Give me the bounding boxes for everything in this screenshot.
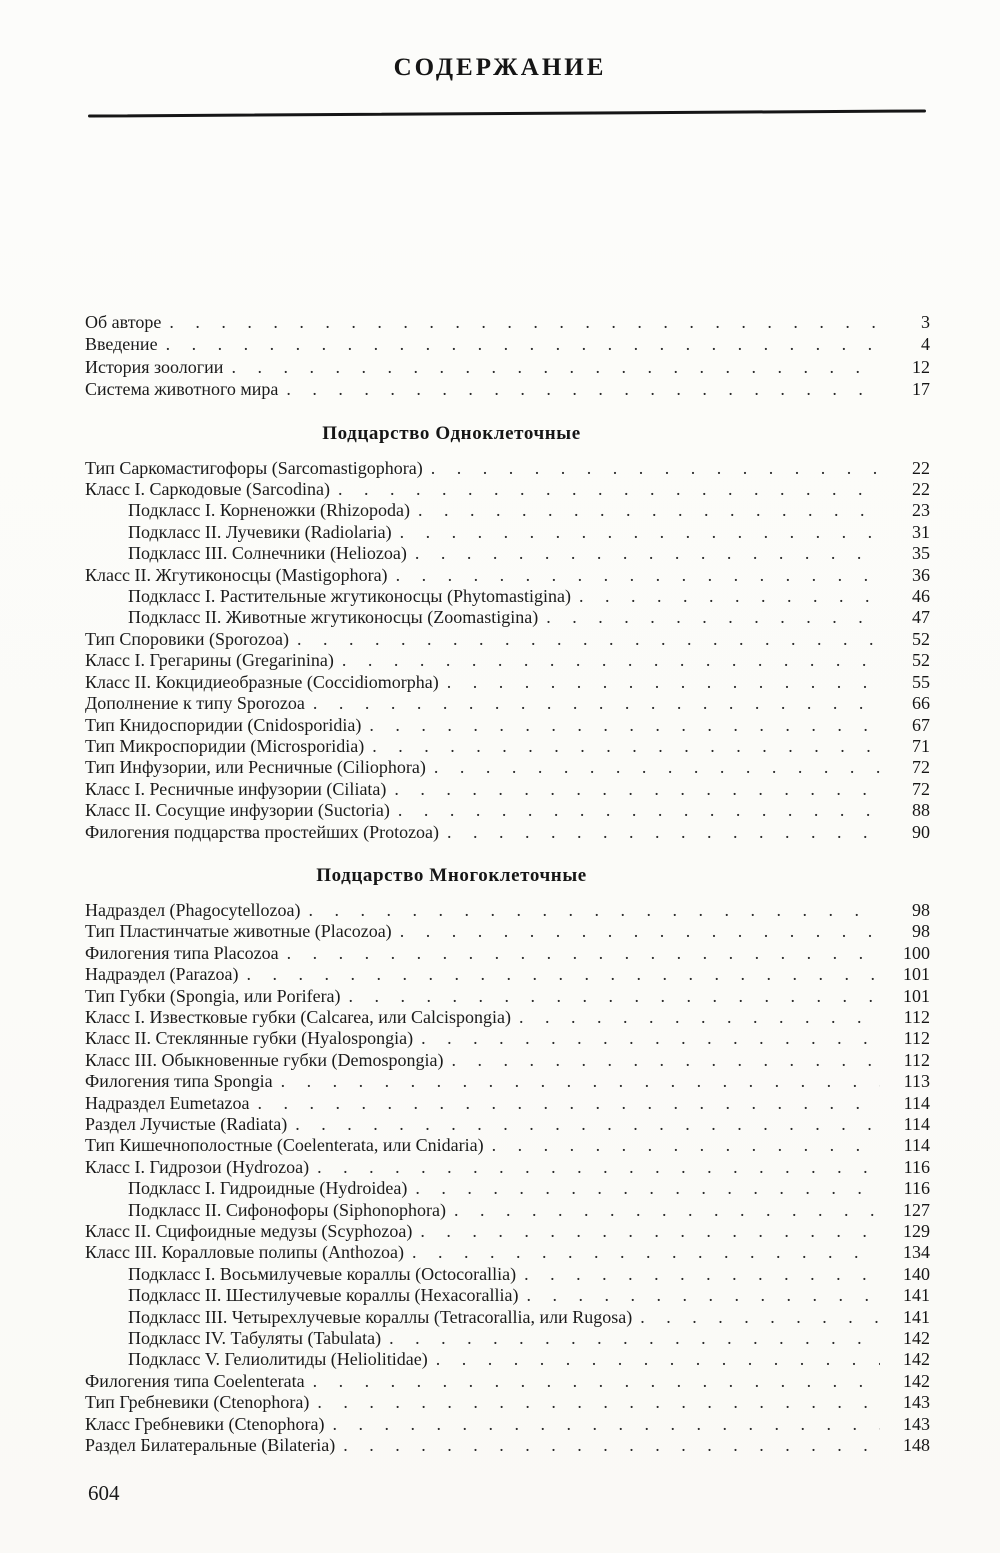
entry-label: Подкласс II. Сифонофоры (Siphonophora)	[128, 1199, 446, 1220]
dot-leader	[313, 1371, 880, 1392]
dot-leader	[369, 715, 880, 736]
dot-leader	[412, 1242, 880, 1263]
entry-label: Дополнение к типу Sporozoa	[85, 693, 305, 714]
toc-entry	[85, 500, 930, 521]
dot-leader	[295, 1114, 880, 1135]
dot-leader	[436, 1349, 880, 1370]
entry-page-number: 100	[903, 942, 930, 963]
toc-entry	[85, 543, 930, 564]
dot-leader	[258, 1093, 880, 1114]
toc-entry	[85, 986, 930, 1007]
toc-entry	[85, 921, 930, 942]
entry-page-number: 112	[903, 1006, 930, 1027]
toc-entry	[85, 586, 930, 607]
entry-page-number: 90	[912, 821, 930, 842]
entry-page-number: 134	[903, 1242, 930, 1263]
entry-page-number: 35	[912, 543, 930, 564]
entry-label: Тип Кишечнополостные (Coelenterata, или Cnidaria)	[85, 1135, 484, 1156]
entry-page-number: 142	[903, 1328, 930, 1349]
title-divider-rule	[88, 109, 926, 117]
entry-page-number: 143	[903, 1413, 930, 1434]
entry-page-number: 98	[912, 921, 930, 942]
toc-entry	[85, 650, 930, 671]
entry-page-number: 141	[903, 1306, 930, 1327]
entry-label: Подкласс IV. Табуляты (Tabulata)	[128, 1328, 382, 1349]
toc-entry	[85, 1157, 930, 1178]
entry-label: Надраэдел (Parazoa)	[85, 964, 239, 985]
toc-entry	[85, 736, 930, 757]
entry-page-number: 116	[903, 1178, 930, 1199]
entry-page-number: 72	[912, 757, 930, 778]
toc-entry	[85, 1221, 930, 1242]
entry-label: Тип Инфузории, или Ресничные (Ciliophora)	[85, 757, 426, 778]
entry-label: Тип Микроспоридии (Microsporidia)	[85, 735, 365, 756]
toc-entry	[85, 1435, 930, 1456]
entry-page-number: 46	[912, 586, 930, 607]
dot-leader	[454, 1200, 880, 1221]
entry-page-number: 140	[903, 1263, 930, 1284]
toc-entry	[85, 1007, 930, 1028]
toc-entry	[85, 378, 930, 400]
entry-label: Тип Книдоспоридии (Cnidosporidia)	[85, 714, 362, 735]
section-unicellular-list	[85, 458, 930, 843]
toc-entry	[85, 1371, 930, 1392]
entry-label: Подкласс I. Восьмилучевые кораллы (Octocorallia)	[128, 1263, 517, 1284]
entry-label: Подкласс I. Растительные жгутиконосцы (Phytomastigina)	[128, 586, 572, 607]
dot-leader	[400, 921, 880, 942]
dot-leader	[349, 986, 880, 1007]
entry-page-number: 55	[912, 671, 930, 692]
toc-entry	[85, 1135, 930, 1156]
toc-entry	[85, 629, 930, 650]
entry-page-number: 22	[912, 457, 930, 478]
dot-leader	[231, 356, 880, 378]
entry-label: Филогения типа Coelenterata	[85, 1370, 305, 1391]
entry-page-number: 113	[903, 1071, 930, 1092]
entry-label: Подкласс I. Гидроидные (Hydroidea)	[128, 1178, 408, 1199]
dot-leader	[431, 458, 880, 479]
dot-leader	[398, 800, 880, 821]
table-of-contents	[85, 311, 930, 1457]
front-matter-list	[85, 311, 930, 401]
entry-label: Тип Гребневики (Ctenophora)	[85, 1392, 310, 1413]
entry-label: Тип Пластинчатые животные (Placozoa)	[85, 921, 392, 942]
entry-page-number: 17	[912, 379, 930, 400]
toc-entry	[85, 356, 930, 378]
entry-page-number: 31	[912, 521, 930, 542]
entry-label: История зоологии	[85, 356, 224, 377]
dot-leader	[546, 607, 880, 628]
toc-entry	[85, 479, 930, 500]
toc-entry	[85, 715, 930, 736]
entry-label: Филогения типа Spongia	[85, 1071, 273, 1092]
entry-page-number: 88	[912, 800, 930, 821]
toc-entry	[85, 1242, 930, 1263]
entry-page-number: 66	[912, 693, 930, 714]
dot-leader	[338, 479, 880, 500]
section-heading-multicellular: Подцарство Многоклеточные	[316, 864, 587, 886]
entry-label: Подкласс III. Четырехлучевые кораллы (Tetracorallia, или Rugosa)	[128, 1306, 633, 1327]
dot-leader	[281, 1071, 880, 1092]
toc-entry	[85, 900, 930, 921]
toc-entry	[85, 1093, 930, 1114]
dot-leader	[166, 333, 880, 355]
entry-label: Класс I. Грегарины (Gregarinina)	[85, 650, 334, 671]
toc-entry	[85, 1328, 930, 1349]
page-title: СОДЕРЖАНИЕ	[393, 54, 607, 81]
entry-label: Об авторе	[85, 312, 162, 332]
dot-leader	[297, 629, 880, 650]
toc-entry	[85, 1349, 930, 1370]
folio-page-number: 604	[88, 1480, 120, 1505]
toc-entry	[85, 800, 930, 821]
entry-page-number: 12	[912, 356, 930, 377]
entry-page-number: 36	[912, 564, 930, 585]
dot-leader	[342, 650, 880, 671]
toc-entry	[85, 1028, 930, 1049]
entry-label: Класс I. Гидрозои (Hydrozoa)	[85, 1156, 310, 1177]
section-heading-unicellular: Подцарство Одноклеточные	[322, 422, 581, 444]
toc-entry	[85, 1114, 930, 1135]
entry-page-number: 4	[921, 334, 930, 355]
toc-entry	[85, 779, 930, 800]
entry-label: Подкласс II. Шестилучевые кораллы (Hexacorallia)	[128, 1285, 519, 1306]
dot-leader	[415, 543, 880, 564]
entry-page-number: 22	[912, 479, 930, 500]
entry-page-number: 114	[903, 1114, 930, 1134]
entry-label: Тип Споровики (Sporozoa)	[85, 628, 289, 649]
entry-label: Надраздел Eumetazoa	[85, 1092, 250, 1113]
toc-entry	[85, 311, 930, 333]
entry-label: Класс II. Стеклянные губки (Hyalospongia)	[85, 1028, 414, 1049]
entry-page-number: 67	[912, 714, 930, 735]
entry-page-number: 112	[903, 1028, 930, 1049]
entry-label: Класс Гребневики (Ctenophora)	[85, 1413, 325, 1434]
toc-entry	[85, 1200, 930, 1221]
dot-leader	[421, 1028, 880, 1049]
toc-entry	[85, 1178, 930, 1199]
toc-entry	[85, 943, 930, 964]
dot-leader	[286, 378, 880, 400]
entry-label: Подкласс III. Солнечники (Heliozoa)	[128, 543, 407, 564]
dot-leader	[169, 311, 880, 333]
dot-leader	[519, 1007, 880, 1028]
entry-label: Филогения типа Placozoa	[85, 942, 279, 963]
dot-leader	[389, 1328, 880, 1349]
toc-entry	[85, 522, 930, 543]
entry-label: Класс III. Коралловые полипы (Anthozoa)	[85, 1242, 404, 1263]
toc-entry	[85, 1050, 930, 1071]
dot-leader	[451, 1050, 880, 1071]
entry-page-number: 143	[903, 1392, 930, 1413]
entry-page-number: 142	[903, 1370, 930, 1391]
entry-page-number: 3	[921, 312, 930, 332]
toc-entry	[85, 672, 930, 693]
entry-page-number: 142	[903, 1349, 930, 1370]
entry-page-number: 72	[912, 778, 930, 799]
entry-label: Система животного мира	[85, 379, 279, 400]
toc-entry	[85, 1414, 930, 1435]
entry-page-number: 52	[912, 650, 930, 671]
dot-leader	[492, 1135, 880, 1156]
toc-entry	[85, 964, 930, 985]
toc-entry	[85, 822, 930, 843]
toc-entry	[85, 565, 930, 586]
entry-label: Класс II. Кокцидиеобразные (Coccidiomorpha)	[85, 671, 439, 692]
dot-leader	[313, 693, 880, 714]
dot-leader	[394, 779, 880, 800]
section-multicellular-list	[85, 900, 930, 1457]
entry-label: Тип Саркомастигофоры (Sarcomastigophora)	[85, 457, 423, 478]
entry-label: Класс I. Ресничные инфузории (Ciliata)	[85, 778, 387, 799]
dot-leader	[332, 1414, 880, 1435]
entry-label: Раздел Лучистые (Radiata)	[85, 1114, 288, 1134]
entry-page-number: 127	[903, 1199, 930, 1220]
toc-entry	[85, 693, 930, 714]
entry-label: Класс II. Сцифоидные медузы (Scyphozoa)	[85, 1221, 413, 1242]
dot-leader	[434, 757, 880, 778]
entry-label: Подкласс I. Корненожки (Rhizopoda)	[128, 500, 411, 521]
entry-label: Класс III. Обыкновенные губки (Demospongia)	[85, 1049, 444, 1070]
entry-label: Класс I. Известковые губки (Calcarea, или Calcispongia)	[85, 1006, 512, 1027]
dot-leader	[447, 672, 880, 693]
toc-entry	[85, 1307, 930, 1328]
dot-leader	[247, 964, 880, 985]
entry-page-number: 148	[903, 1435, 930, 1456]
entry-page-number: 112	[903, 1049, 930, 1070]
entry-page-number: 141	[903, 1285, 930, 1306]
entry-label: Подкласс V. Гелиолитиды (Heliolitidae)	[128, 1349, 428, 1370]
toc-entry	[85, 1264, 930, 1285]
entry-page-number: 129	[903, 1221, 930, 1242]
entry-page-number: 52	[912, 628, 930, 649]
dot-leader	[317, 1157, 880, 1178]
entry-page-number: 98	[912, 899, 930, 920]
entry-label: Подкласс II. Лучевики (Radiolaria)	[128, 521, 392, 542]
entry-page-number: 114	[903, 1135, 930, 1156]
entry-label: Введение	[85, 334, 158, 355]
toc-entry	[85, 1285, 930, 1306]
dot-leader	[420, 1221, 880, 1242]
dot-leader	[396, 565, 880, 586]
toc-entry	[85, 607, 930, 628]
dot-leader	[526, 1285, 880, 1306]
entry-label: Надраздел (Phagocytellozoa)	[85, 899, 301, 920]
entry-label: Филогения подцарства простейших (Protozoa)	[85, 821, 440, 842]
dot-leader	[317, 1392, 880, 1413]
dot-leader	[640, 1307, 880, 1328]
entry-page-number: 116	[903, 1156, 930, 1177]
toc-entry	[85, 757, 930, 778]
entry-page-number: 23	[912, 500, 930, 521]
entry-label: Тип Губки (Spongia, или Porifera)	[85, 985, 341, 1006]
entry-label: Класс I. Саркодовые (Sarcodina)	[85, 479, 330, 500]
entry-label: Класс II. Жгутиконосцы (Mastigophora)	[85, 564, 388, 585]
entry-page-number: 47	[912, 607, 930, 628]
dot-leader	[287, 943, 880, 964]
dot-leader	[415, 1178, 880, 1199]
toc-entry	[85, 333, 930, 355]
entry-label: Подкласс II. Животные жгутиконосцы (Zoomastigina)	[128, 607, 539, 628]
entry-page-number: 101	[903, 985, 930, 1006]
toc-entry	[85, 458, 930, 479]
entry-label: Класс II. Сосущие инфузории (Suctoria)	[85, 800, 390, 821]
entry-page-number: 101	[903, 964, 930, 985]
dot-leader	[400, 522, 880, 543]
dot-leader	[579, 586, 880, 607]
dot-leader	[418, 500, 880, 521]
dot-leader	[447, 822, 880, 843]
dot-leader	[343, 1435, 880, 1456]
entry-label: Раздел Билатеральные (Bilateria)	[85, 1435, 336, 1456]
toc-entry	[85, 1071, 930, 1092]
dot-leader	[524, 1264, 880, 1285]
dot-leader	[372, 736, 880, 757]
toc-entry	[85, 1392, 930, 1413]
entry-page-number: 71	[912, 735, 930, 756]
entry-page-number: 114	[903, 1092, 930, 1113]
dot-leader	[309, 900, 881, 921]
